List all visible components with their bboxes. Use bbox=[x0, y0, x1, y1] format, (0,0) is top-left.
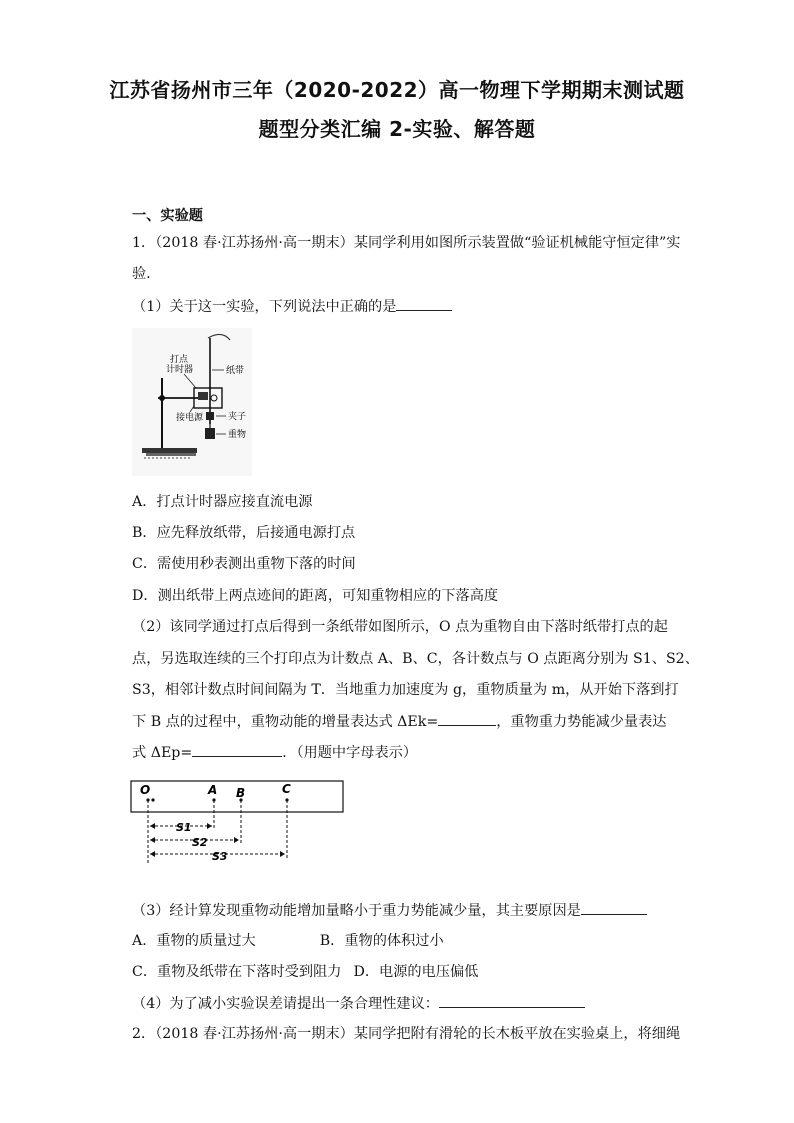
p3-option-b: B．重物的体积过小 bbox=[319, 933, 444, 949]
q1-part4-text: （4）为了减小实验误差请提出一条合理性建议： bbox=[132, 996, 439, 1012]
answer-blank-ep bbox=[192, 742, 282, 757]
option-d: D．测出纸带上两点迹间的距离，可知重物相应的下落高度 bbox=[132, 588, 499, 604]
section-heading: 一、实验题 bbox=[132, 208, 203, 224]
answer-blank-ek bbox=[438, 711, 496, 726]
q2-intro-line1: 2．（2018 春·江苏扬州·高一期末）某同学把附有滑轮的长木板平放在实验桌上，将细绳 bbox=[132, 1026, 681, 1042]
q1-part2-line5 bbox=[132, 742, 417, 763]
q1-part2-line3: S3，相邻计数点时间间隔为 T．当地重力加速度为 g，重物质量为 m，从开始下落到打 bbox=[132, 682, 679, 698]
q1-part3-options-cd bbox=[132, 962, 478, 982]
q1-part2-line4-b: ，重物重力势能减少量表达 bbox=[496, 714, 667, 730]
label-power: 接电源 bbox=[176, 413, 204, 423]
answer-blank bbox=[439, 993, 585, 1008]
point-b-label: B bbox=[236, 786, 246, 800]
paper-tape-figure bbox=[130, 778, 346, 866]
answer-blank bbox=[396, 296, 452, 311]
point-o-label: O bbox=[140, 783, 151, 797]
q1-part3-options-ab bbox=[132, 931, 444, 951]
q1-part3-text: （3）经计算发现重物动能增加量略小于重力势能减少量，其主要原因是 bbox=[132, 903, 581, 919]
q1-part2-line4 bbox=[132, 711, 667, 732]
q1-part1 bbox=[132, 296, 452, 317]
option-a: A．打点计时器应接直流电源 bbox=[132, 494, 313, 510]
option-b: B．应先释放纸带，后接通电源打点 bbox=[132, 525, 356, 541]
q1-part1-text: （1）关于这一实验，下列说法中正确的是 bbox=[132, 299, 397, 315]
point-a-label: A bbox=[208, 783, 218, 797]
q1-part3 bbox=[132, 900, 647, 921]
label-clip: 夹子 bbox=[228, 412, 247, 422]
label-timer-2: 计时器 bbox=[166, 365, 194, 375]
option-c: C．需使用秒表测出重物下落的时间 bbox=[132, 556, 356, 572]
page-title: 江苏省扬州市三年（2020-2022）高一物理下学期期末测试题 bbox=[109, 78, 685, 102]
q1-intro-line1: 1．（2018 春·江苏扬州·高一期末）某同学利用如图所示装置做“验证机械能守恒定律”实 bbox=[132, 235, 681, 251]
apparatus-figure bbox=[132, 328, 252, 476]
page-subtitle: 题型分类汇编 2-实验、解答题 bbox=[258, 117, 536, 141]
q1-intro-line2: 验． bbox=[132, 266, 161, 282]
p3-option-d: D．电源的电压偏低 bbox=[353, 964, 479, 980]
s2-label: S2 bbox=[192, 836, 208, 849]
q1-part2-line4-a: 下 B 点的过程中，重物动能的增量表达式 ΔEk= bbox=[132, 714, 439, 730]
s1-label: S1 bbox=[176, 821, 192, 834]
label-timer-1: 打点 bbox=[170, 355, 189, 365]
q1-part4 bbox=[132, 993, 585, 1014]
label-weight: 重物 bbox=[228, 430, 247, 440]
q1-part2-line5-b: ．（用题中字母表示） bbox=[282, 745, 418, 761]
q1-part2-line5-a: 式 ΔEp= bbox=[132, 745, 193, 761]
q1-part2-line1: （2）该同学通过打点后得到一条纸带如图所示，O 点为重物自由下落时纸带打点的起 bbox=[132, 619, 668, 635]
answer-blank bbox=[581, 900, 647, 915]
label-tape: 纸带 bbox=[226, 366, 245, 376]
p3-option-c: C．重物及纸带在下落时受到阻力 bbox=[132, 964, 342, 980]
s3-label: S3 bbox=[212, 850, 228, 863]
q1-part2-line2: 点，另选取连续的三个打印点为计数点 A、B、C，各计数点与 O 点距离分别为 S1、S2、 bbox=[132, 651, 699, 667]
point-c-label: C bbox=[282, 782, 291, 796]
p3-option-a: A．重物的质量过大 bbox=[132, 933, 256, 949]
